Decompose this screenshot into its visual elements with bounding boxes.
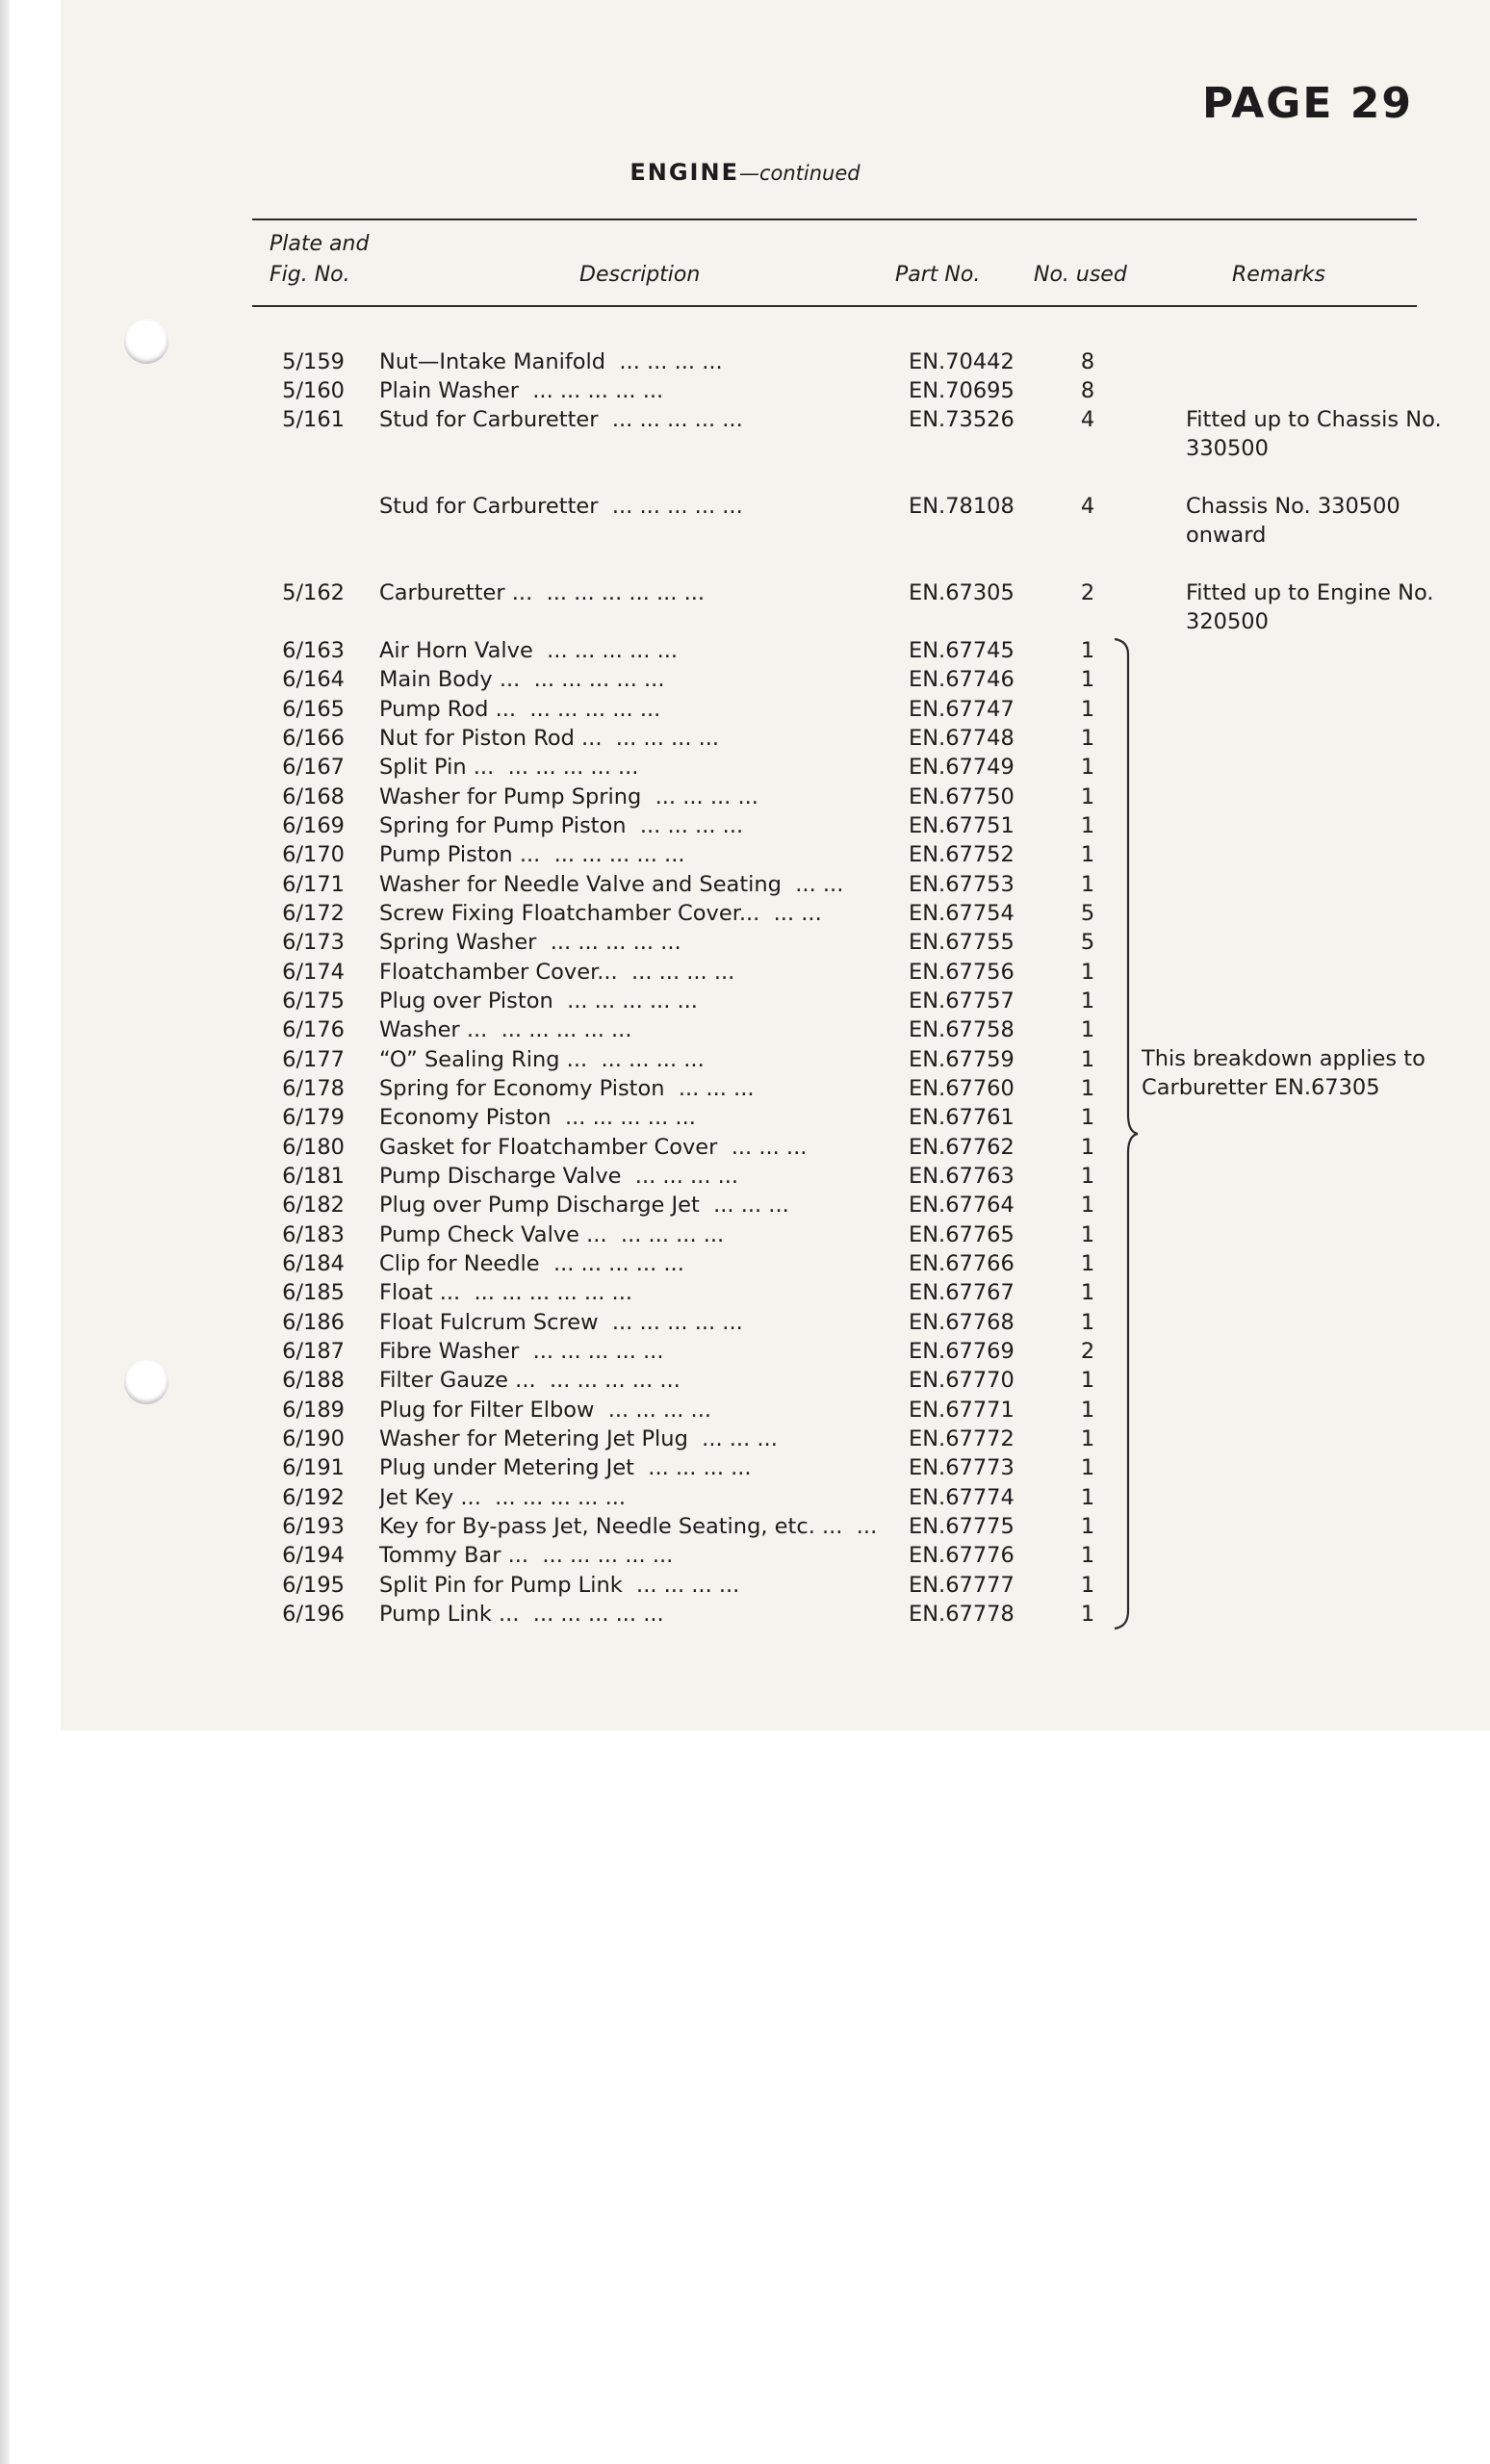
header-top-rule: [252, 218, 1417, 220]
description: [379, 928, 909, 957]
part-no: EN.67766: [909, 1251, 1015, 1276]
description-text: Washer ...: [379, 1017, 488, 1042]
fig-no: 6/163: [282, 638, 345, 663]
no-used: 1: [1080, 1485, 1095, 1510]
description-text: Spring Washer: [379, 930, 537, 955]
col-header-remarks: Remarks: [1232, 263, 1325, 287]
fig-no: 6/181: [282, 1164, 345, 1189]
table-row: [0, 492, 1490, 548]
table-row: [0, 695, 1490, 724]
table-row: [0, 958, 1490, 987]
table-row: [0, 1103, 1490, 1132]
description: [379, 1191, 909, 1219]
leader-dots: ... ... ... ...: [607, 1398, 712, 1423]
description: [379, 665, 909, 694]
part-no: EN.67761: [909, 1105, 1015, 1130]
description: [379, 1278, 909, 1307]
fig-no: 5/159: [282, 349, 345, 374]
fig-no: 6/168: [282, 784, 345, 809]
description-text: Split Pin ...: [379, 755, 495, 780]
description-text: Float Fulcrum Screw: [379, 1310, 599, 1335]
no-used: 1: [1080, 1514, 1095, 1539]
part-no: EN.67759: [909, 1047, 1015, 1072]
table-row: [0, 376, 1490, 405]
leader-dots: ... ... ... ... ...: [532, 378, 664, 403]
right-brace-icon: [1109, 637, 1138, 1630]
description-text: Tommy Bar ...: [379, 1543, 529, 1568]
table-row: [0, 1278, 1490, 1307]
remarks: Fitted up to Engine No. 320500: [1186, 580, 1434, 634]
no-used: 1: [1080, 1310, 1095, 1335]
table-row: [0, 1600, 1490, 1629]
col-header-fig: [270, 229, 369, 291]
no-used: 5: [1080, 930, 1095, 955]
fig-no: 6/180: [282, 1135, 345, 1160]
part-no: EN.67778: [909, 1602, 1015, 1627]
part-no: EN.67756: [909, 960, 1015, 985]
no-used: 1: [1080, 988, 1095, 1014]
leader-dots: ... ... ... ... ...: [495, 1485, 627, 1510]
part-no: EN.67753: [909, 872, 1015, 897]
part-no: EN.67754: [909, 901, 1015, 926]
fig-no: 6/182: [282, 1193, 345, 1218]
description: [379, 1103, 909, 1132]
fig-no: 6/189: [282, 1398, 345, 1423]
no-used: 2: [1080, 1339, 1095, 1364]
description: [379, 1337, 909, 1366]
description-text: Washer for Needle Valve and Seating: [379, 872, 782, 897]
fig-no: 6/188: [282, 1368, 345, 1393]
fig-no: 6/184: [282, 1251, 345, 1276]
table-row: [0, 783, 1490, 811]
part-no: EN.67764: [909, 1193, 1015, 1218]
leader-dots: ... ... ... ... ...: [529, 697, 661, 722]
no-used: 1: [1080, 1251, 1095, 1276]
table-row: [0, 753, 1490, 782]
part-no: EN.67749: [909, 755, 1015, 780]
leader-dots: ... ... ...: [678, 1076, 755, 1101]
col-header-fig-line1: Plate and: [270, 232, 370, 256]
leader-dots: ... ... ... ... ...: [532, 1602, 664, 1627]
description-text: Key for By-pass Jet, Needle Seating, etc. ...: [379, 1514, 843, 1539]
description-text: Spring for Pump Piston: [379, 813, 627, 838]
description-text: Carburetter ...: [379, 580, 533, 605]
no-used: 1: [1080, 1573, 1095, 1598]
part-no: EN.73526: [909, 407, 1015, 432]
fig-no: 6/170: [282, 842, 345, 867]
description: [379, 840, 909, 869]
fig-no: 5/161: [282, 407, 345, 432]
no-used: 1: [1080, 726, 1095, 751]
part-no: EN.67776: [909, 1543, 1015, 1568]
description-text: Nut—Intake Manifold: [379, 349, 606, 374]
description: [379, 636, 909, 665]
description-text: Air Horn Valve: [379, 638, 533, 663]
part-no: EN.78108: [909, 494, 1015, 519]
description: [379, 870, 909, 899]
leader-dots: ... ... ... ...: [620, 1222, 725, 1247]
description-text: Fibre Washer: [379, 1339, 520, 1364]
section-title-main: ENGINE: [629, 159, 739, 186]
leader-dots: ...: [856, 1514, 878, 1539]
description-text: Screw Fixing Floatchamber Cover...: [379, 901, 760, 926]
description-text: Plug over Piston: [379, 988, 553, 1014]
no-used: 1: [1080, 1280, 1095, 1305]
fig-no: 6/190: [282, 1426, 345, 1451]
description: [379, 376, 909, 405]
fig-no: 6/195: [282, 1573, 345, 1598]
no-used: 4: [1080, 494, 1095, 519]
col-header-part-no: Part No.: [895, 263, 981, 287]
description-text: Plug over Pump Discharge Jet: [379, 1193, 700, 1218]
table-row: [0, 928, 1490, 957]
no-used: 1: [1080, 1455, 1095, 1480]
leader-dots: ... ... ... ... ...: [611, 407, 743, 432]
no-used: 1: [1080, 1164, 1095, 1189]
part-no: EN.70695: [909, 378, 1015, 403]
part-no: EN.67775: [909, 1514, 1015, 1539]
no-used: 1: [1080, 1398, 1095, 1423]
leader-dots: ... ... ... ...: [636, 1573, 740, 1598]
part-no: EN.67773: [909, 1455, 1015, 1480]
no-used: 1: [1080, 872, 1095, 897]
remarks: Fitted up to Chassis No. 330500: [1186, 407, 1442, 461]
table-row: [0, 405, 1490, 461]
fig-no: 6/165: [282, 697, 345, 722]
leader-dots: ... ... ... ... ...: [567, 988, 698, 1014]
table-row: [0, 1220, 1490, 1249]
leader-dots: ... ...: [773, 901, 822, 926]
no-used: 2: [1080, 580, 1095, 605]
description-text: Washer for Pump Spring: [379, 784, 642, 809]
description-text: Pump Check Valve ...: [379, 1222, 607, 1247]
leader-dots: ... ... ... ...: [619, 349, 723, 374]
fig-no: 6/176: [282, 1017, 345, 1042]
leader-dots: ... ... ...: [702, 1426, 778, 1451]
no-used: 8: [1080, 349, 1095, 374]
table-row: [0, 1453, 1490, 1482]
part-no: EN.67774: [909, 1485, 1015, 1510]
fig-no: 6/167: [282, 755, 345, 780]
description: [379, 1366, 909, 1395]
header-bottom-rule: [252, 305, 1417, 307]
description-text: Stud for Carburetter: [379, 407, 599, 432]
leader-dots: ... ... ...: [731, 1135, 808, 1160]
leader-dots: ... ... ... ... ...: [547, 638, 679, 663]
table-row: [0, 1133, 1490, 1162]
no-used: 4: [1080, 407, 1095, 432]
no-used: 1: [1080, 638, 1095, 663]
description: [379, 1133, 909, 1162]
description-text: Jet Key ...: [379, 1485, 481, 1510]
description: [379, 1424, 909, 1453]
table-row: [0, 636, 1490, 665]
description: [379, 492, 909, 521]
no-used: 1: [1080, 842, 1095, 867]
table-row: [0, 1366, 1490, 1395]
leader-dots: ... ... ... ... ...: [507, 755, 639, 780]
col-header-fig-line2: Fig. No.: [270, 263, 350, 287]
table-row: [0, 870, 1490, 899]
leader-dots: ... ... ... ...: [639, 813, 744, 838]
no-used: 1: [1080, 1135, 1095, 1160]
description: [379, 1308, 909, 1337]
table-row: [0, 811, 1490, 840]
part-no: EN.67771: [909, 1398, 1015, 1423]
table-row: [0, 1396, 1490, 1424]
section-title-continued: —continued: [738, 162, 861, 185]
table-row: [0, 987, 1490, 1015]
description: [379, 405, 909, 434]
remarks: Chassis No. 330500 onward: [1186, 494, 1400, 548]
fig-no: 6/178: [282, 1076, 345, 1101]
table-row: [0, 1015, 1490, 1044]
no-used: 1: [1080, 1105, 1095, 1130]
no-used: 1: [1080, 667, 1095, 692]
no-used: 1: [1080, 784, 1095, 809]
description-text: Nut for Piston Rod ...: [379, 726, 603, 751]
leader-dots: ... ... ... ... ...: [532, 1339, 664, 1364]
fig-no: 6/194: [282, 1543, 345, 1568]
description-text: Plug for Filter Elbow: [379, 1398, 595, 1423]
fig-no: 6/166: [282, 726, 345, 751]
part-no: EN.67763: [909, 1164, 1015, 1189]
part-no: EN.70442: [909, 349, 1015, 374]
description-text: Pump Link ...: [379, 1602, 520, 1627]
part-no: EN.67769: [909, 1339, 1015, 1364]
description-text: Main Body ...: [379, 667, 521, 692]
fig-no: 6/193: [282, 1514, 345, 1539]
description-text: Pump Piston ...: [379, 842, 541, 867]
description-text: Filter Gauze ...: [379, 1368, 536, 1393]
table-row: [0, 1337, 1490, 1366]
no-used: 1: [1080, 697, 1095, 722]
fig-no: 6/171: [282, 872, 345, 897]
fig-no: 6/185: [282, 1280, 345, 1305]
fig-no: 6/191: [282, 1455, 345, 1480]
leader-dots: ... ... ... ... ...: [501, 1017, 632, 1042]
description: [379, 695, 909, 724]
leader-dots: ... ... ... ... ...: [549, 1368, 681, 1393]
description: [379, 1453, 909, 1482]
description: [379, 724, 909, 753]
description: [379, 1045, 909, 1074]
part-no: EN.67760: [909, 1076, 1015, 1101]
description-text: Economy Piston: [379, 1105, 552, 1130]
no-used: 1: [1080, 1076, 1095, 1101]
table-row: [0, 578, 1490, 634]
fig-no: 6/179: [282, 1105, 345, 1130]
fig-no: 6/192: [282, 1485, 345, 1510]
leader-dots: ... ... ... ...: [655, 784, 758, 809]
table-row: [0, 1571, 1490, 1600]
fig-no: 6/173: [282, 930, 345, 955]
description-text: Stud for Carburetter: [379, 494, 599, 519]
no-used: 1: [1080, 1368, 1095, 1393]
leader-dots: ... ... ... ... ...: [533, 667, 665, 692]
description-text: “O” Sealing Ring ...: [379, 1047, 588, 1072]
leader-dots: ... ... ... ...: [601, 1047, 705, 1072]
no-used: 1: [1080, 1193, 1095, 1218]
no-used: 1: [1080, 1222, 1095, 1247]
table-row: [0, 1249, 1490, 1278]
fig-no: 6/183: [282, 1222, 345, 1247]
fig-no: 6/174: [282, 960, 345, 985]
description: [379, 1483, 909, 1512]
no-used: 1: [1080, 1047, 1095, 1072]
part-no: EN.67746: [909, 667, 1015, 692]
description-text: Clip for Needle: [379, 1251, 540, 1276]
leader-dots: ... ... ... ... ...: [542, 1543, 674, 1568]
table-row: [0, 840, 1490, 869]
part-no: EN.67767: [909, 1280, 1015, 1305]
description: [379, 1220, 909, 1249]
description: [379, 958, 909, 987]
leader-dots: ... ... ... ... ...: [564, 1105, 696, 1130]
description-text: Floatchamber Cover...: [379, 960, 618, 985]
leader-dots: ... ... ... ...: [631, 960, 735, 985]
leader-dots: ... ... ... ...: [634, 1164, 739, 1189]
description: [379, 1396, 909, 1424]
description: [379, 578, 909, 607]
description-text: Pump Rod ...: [379, 697, 517, 722]
no-used: 1: [1080, 1543, 1095, 1568]
fig-no: 5/162: [282, 580, 345, 605]
description-text: Washer for Metering Jet Plug: [379, 1426, 688, 1451]
leader-dots: ... ... ... ... ... ...: [546, 580, 706, 605]
description: [379, 987, 909, 1015]
part-no: EN.67755: [909, 930, 1015, 955]
leader-dots: ... ... ... ... ...: [552, 1251, 684, 1276]
table-row: [0, 1308, 1490, 1337]
part-no: EN.67748: [909, 726, 1015, 751]
part-no: EN.67757: [909, 988, 1015, 1014]
part-no: EN.67768: [909, 1310, 1015, 1335]
table-row: [0, 899, 1490, 928]
description: [379, 811, 909, 840]
description-text: Gasket for Floatchamber Cover: [379, 1135, 718, 1160]
leader-dots: ... ... ... ... ...: [611, 494, 743, 519]
section-title: [0, 159, 1490, 186]
description: [379, 1512, 909, 1541]
description-text: Float ...: [379, 1280, 461, 1305]
part-no: EN.67750: [909, 784, 1015, 809]
no-used: 5: [1080, 901, 1095, 926]
description-text: Spring for Economy Piston: [379, 1076, 665, 1101]
part-no: EN.67765: [909, 1222, 1015, 1247]
description: [379, 1074, 909, 1103]
part-no: EN.67777: [909, 1573, 1015, 1598]
no-used: 1: [1080, 1426, 1095, 1451]
fig-no: 6/172: [282, 901, 345, 926]
leader-dots: ... ... ... ...: [648, 1455, 752, 1480]
table-row: [0, 1424, 1490, 1453]
leader-dots: ... ... ... ...: [615, 726, 720, 751]
part-no: EN.67747: [909, 697, 1015, 722]
no-used: 8: [1080, 378, 1095, 403]
fig-no: 6/175: [282, 988, 345, 1014]
description: [379, 1600, 909, 1629]
leader-dots: ... ... ... ... ...: [553, 842, 685, 867]
part-no: EN.67762: [909, 1135, 1015, 1160]
description: [379, 1162, 909, 1191]
part-no: EN.67745: [909, 638, 1015, 663]
part-no: EN.67758: [909, 1017, 1015, 1042]
fig-no: 6/196: [282, 1602, 345, 1627]
part-no: EN.67752: [909, 842, 1015, 867]
fig-no: 6/186: [282, 1310, 345, 1335]
description: [379, 1571, 909, 1600]
description-text: Plug under Metering Jet: [379, 1455, 634, 1480]
description-text: Split Pin for Pump Link: [379, 1573, 623, 1598]
leader-dots: ... ... ... ... ...: [611, 1310, 743, 1335]
table-row: [0, 1191, 1490, 1219]
part-no: EN.67770: [909, 1368, 1015, 1393]
fig-no: 6/187: [282, 1339, 345, 1364]
part-no: EN.67772: [909, 1426, 1015, 1451]
table-row: [0, 724, 1490, 753]
table-row: [0, 665, 1490, 694]
page-number: PAGE 29: [1202, 79, 1413, 128]
description-text: Plain Washer: [379, 378, 519, 403]
part-no: EN.67751: [909, 813, 1015, 838]
description: [379, 1541, 909, 1570]
description: [379, 1249, 909, 1278]
description: [379, 783, 909, 811]
description: [379, 753, 909, 782]
leader-dots: ... ... ...: [713, 1193, 789, 1218]
leader-dots: ... ... ... ... ... ...: [474, 1280, 632, 1305]
table-row: [0, 1541, 1490, 1570]
no-used: 1: [1080, 813, 1095, 838]
description: [379, 347, 909, 376]
description: [379, 899, 909, 928]
fig-no: 6/169: [282, 813, 345, 838]
description-text: Pump Discharge Valve: [379, 1164, 622, 1189]
no-used: 1: [1080, 1602, 1095, 1627]
no-used: 1: [1080, 960, 1095, 985]
brace-note: This breakdown applies to Carburetter EN.67305: [1142, 1046, 1426, 1100]
col-header-no-used: No. used: [1034, 263, 1127, 287]
table-row: [0, 1162, 1490, 1191]
no-used: 1: [1080, 1017, 1095, 1042]
description: [379, 1015, 909, 1044]
fig-no: 6/164: [282, 667, 345, 692]
leader-dots: ... ...: [795, 872, 844, 897]
table-row: [0, 347, 1490, 376]
table-row: [0, 1512, 1490, 1541]
leader-dots: ... ... ... ... ...: [550, 930, 681, 955]
no-used: 1: [1080, 755, 1095, 780]
part-no: EN.67305: [909, 580, 1015, 605]
fig-no: 5/160: [282, 378, 345, 403]
table-row: [0, 1483, 1490, 1512]
fig-no: 6/177: [282, 1047, 345, 1072]
col-header-description: Description: [579, 263, 701, 287]
